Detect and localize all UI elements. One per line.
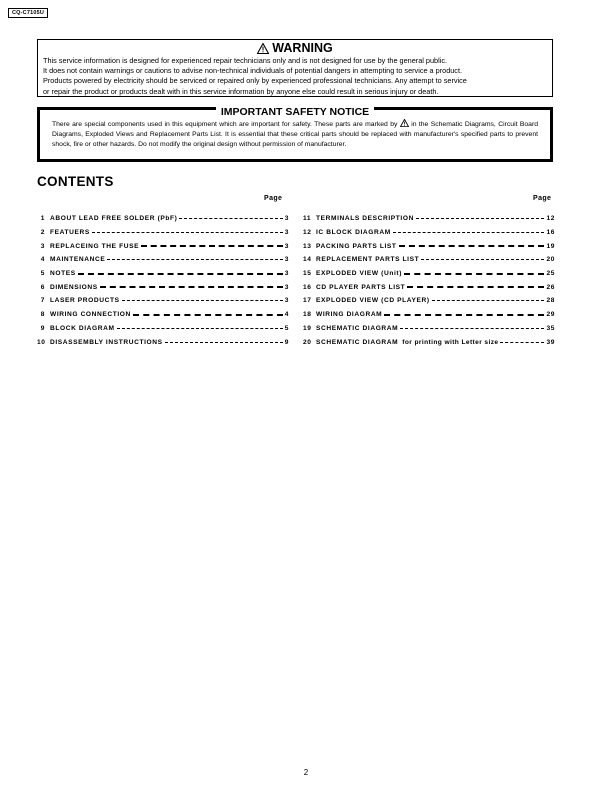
toc-entry-number: 12 [303,229,312,237]
toc-entry-label-main: EXPLODED VIEW (CD PLAYER) [316,297,430,305]
toc-entry-number: 13 [303,242,312,250]
toc-entry-page: 3 [284,283,289,291]
page-number: 2 [303,768,309,777]
toc-entry-page: 5 [284,324,289,332]
toc-entry-number: 5 [40,270,45,278]
toc-entry-label-main: BLOCK DIAGRAM [50,324,115,332]
toc-leader-line [399,245,545,247]
toc-entry-number: 16 [303,283,312,291]
toc-entry-label-main: WIRING DIAGRAM [316,311,383,319]
toc-entry[interactable] [37,335,289,349]
toc-entry-label-main: REPLACEING THE FUSE [50,242,140,250]
toc-entry-label [316,325,398,332]
toc-leader-line [179,218,282,219]
toc-entry-label [316,339,498,346]
toc-leader-line [141,245,283,247]
toc-entry[interactable] [37,308,289,322]
toc-entry[interactable] [303,267,555,281]
toc-entry[interactable] [303,212,555,226]
toc-entry[interactable] [37,226,289,240]
toc-entry-label-main: MAINTENANCE [50,256,106,264]
toc-entry-page: 3 [284,297,289,305]
toc-entry-number: 4 [40,256,45,264]
toc-leader-line [133,314,283,316]
toc-entry-label-extra: for printing with Letter size [402,338,499,346]
toc-entry-label-main: ABOUT LEAD FREE SOLDER (PbF) [50,215,178,223]
toc-entry[interactable] [37,322,289,336]
toc-entry-label [316,256,419,263]
toc-entry-page: 3 [284,215,289,223]
toc-leader-line [432,300,545,301]
safety-notice-title-text: IMPORTANT SAFETY NOTICE [216,106,374,118]
warning-line: This service information is designed for experienced repair technicians only and is not designed for use by the general public. [43,56,447,65]
toc-entry-label [316,243,397,250]
toc-entry-label-main: DISASSEMBLY INSTRUCTIONS [50,338,163,346]
toc-entry-label [50,243,139,250]
toc-entry-label [50,339,163,346]
toc-leader-line [122,300,283,301]
toc-entry-number: 14 [303,256,312,264]
toc-entry-label-main: TERMINALS DESCRIPTION [316,215,414,223]
toc-leader-line [407,286,544,288]
safety-notice-title [40,102,550,120]
toc-entry-page: 3 [284,229,289,237]
toc-entry[interactable] [37,239,289,253]
toc-entry-label-main: PACKING PARTS LIST [316,242,397,250]
toc-entry-label [50,229,90,236]
toc-entry-page: 19 [546,242,555,250]
toc-entry-label [50,325,115,332]
toc-entry-number: 1 [40,215,45,223]
contents-title: CONTENTS [37,174,114,189]
toc-entry-number: 3 [40,242,45,250]
toc-entry-page: 3 [284,270,289,278]
warning-line: Products powered by electricity should be serviced or repaired only by experienced professional technicians. Any attempt to service [43,76,467,86]
toc-entry-label [316,297,430,304]
toc-entry-label-main: EXPLODED VIEW (Unit) [316,270,402,278]
toc-entry-label [50,297,120,304]
toc-entry-label [50,215,177,222]
toc-leader-line [92,232,283,233]
warning-title [38,41,552,55]
toc-entry-label [316,229,391,236]
toc-entry[interactable] [303,335,555,349]
toc-entry-page: 26 [546,283,555,291]
warning-text [43,56,552,97]
toc-entry-page: 12 [546,215,555,223]
toc-entry-number: 19 [303,324,312,332]
toc-leader-line [421,259,544,260]
toc-entry-page: 20 [546,256,555,264]
safety-text-before: There are special components used in this equipment which are important for safety. These parts are marked by [52,121,398,128]
toc-entry-label-main: SCHEMATIC DIAGRAM [316,338,399,346]
toc-entry[interactable] [37,212,289,226]
toc-leader-line [165,342,283,343]
safety-notice-text [52,119,538,150]
toc-entry-page: 29 [546,311,555,319]
warning-title-text: WARNING [272,41,333,55]
toc-leader-line [117,328,283,329]
toc-leader-line [78,273,283,275]
toc-entry-label [50,284,98,291]
toc-entry-number: 17 [303,297,312,305]
toc-entry-label-main: DIMENSIONS [50,283,98,291]
toc-entry-label-main: LASER PRODUCTS [50,297,120,305]
toc-entry[interactable] [37,294,289,308]
toc-entry-page: 9 [284,338,289,346]
toc-entry[interactable] [37,253,289,267]
toc-entry-number: 2 [40,229,45,237]
warning-triangle-icon [257,43,269,54]
toc-entry-page: 39 [546,338,555,346]
toc-leader-line [393,232,545,233]
toc-entry-number: 18 [303,311,312,319]
toc-entry[interactable] [303,322,555,336]
toc-entry[interactable] [37,267,289,281]
toc-entry[interactable] [303,294,555,308]
toc-entry[interactable] [303,308,555,322]
toc-entry-label-main: REPLACEMENT PARTS LIST [316,256,420,264]
safety-notice-box [37,107,553,162]
toc-leader-line [500,342,544,343]
warning-triangle-icon [400,119,409,127]
toc-entry-label [50,270,76,277]
toc-entry-label-main: NOTES [50,270,76,278]
toc-entry-label [50,311,131,318]
toc-entry-number: 20 [303,338,312,346]
model-number-tag: CQ-C7105U [8,8,48,18]
toc-entry[interactable] [303,253,555,267]
toc-entry-number: 7 [40,297,45,305]
toc-entry-number: 10 [37,338,46,346]
toc-leader-line [100,286,283,288]
toc-entry-page: 16 [546,229,555,237]
toc-entry-page: 35 [546,324,555,332]
warning-box [37,39,553,97]
safety-text-after: in the Schematic Diagrams, Circuit Board Diagrams, Exploded Views and Replacement Parts List. It is essential that these critical parts should be replaced with manufacturer's specified parts to prevent shock, fire or other hazards. Do not modify the original design without permission of manufacturer. [52,121,539,148]
toc-entry[interactable] [303,239,555,253]
toc-entry[interactable] [303,226,555,240]
toc-leader-line [404,273,544,275]
toc-leader-line [107,259,282,260]
warning-line: or repair the product or products dealt with in this service information by anyone else could result in serious injury or death. [43,86,439,96]
toc-entry-page: 3 [284,256,289,264]
toc-entry-number: 9 [40,324,45,332]
toc-entry-page: 3 [284,242,289,250]
toc-entry-label [50,256,105,263]
toc-entry[interactable] [37,280,289,294]
toc-right-column [303,212,555,349]
toc-entry-label-main: WIRING CONNECTION [50,311,131,319]
toc-entry-number: 8 [40,311,45,319]
toc-entry-number: 11 [303,215,312,223]
toc-entry-page: 28 [546,297,555,305]
toc-entry-label-main: FEATUERS [50,229,90,237]
toc-entry-number: 15 [303,270,312,278]
toc-entry-number: 6 [40,283,45,291]
page-column-heading-left: Page [264,195,283,202]
toc-entry-label-main: SCHEMATIC DIAGRAM [316,324,399,332]
toc-entry-label [316,270,402,277]
toc-entry[interactable] [303,280,555,294]
toc-left-column [37,212,289,349]
toc-entry-label [316,215,414,222]
toc-entry-label [316,284,405,291]
toc-entry-label [316,311,382,318]
toc-entry-page: 4 [284,311,289,319]
page-column-heading-right: Page [533,195,552,202]
toc-entry-label-main: CD PLAYER PARTS LIST [316,283,406,291]
warning-line: It does not contain warnings or cautions to advise non-technical individuals of potential dangers in attempting to service a product. [43,66,463,76]
toc-entry-page: 25 [546,270,555,278]
toc-leader-line [416,218,544,219]
toc-leader-line [384,314,544,316]
toc-entry-label-main: IC BLOCK DIAGRAM [316,229,391,237]
toc-leader-line [400,328,544,329]
